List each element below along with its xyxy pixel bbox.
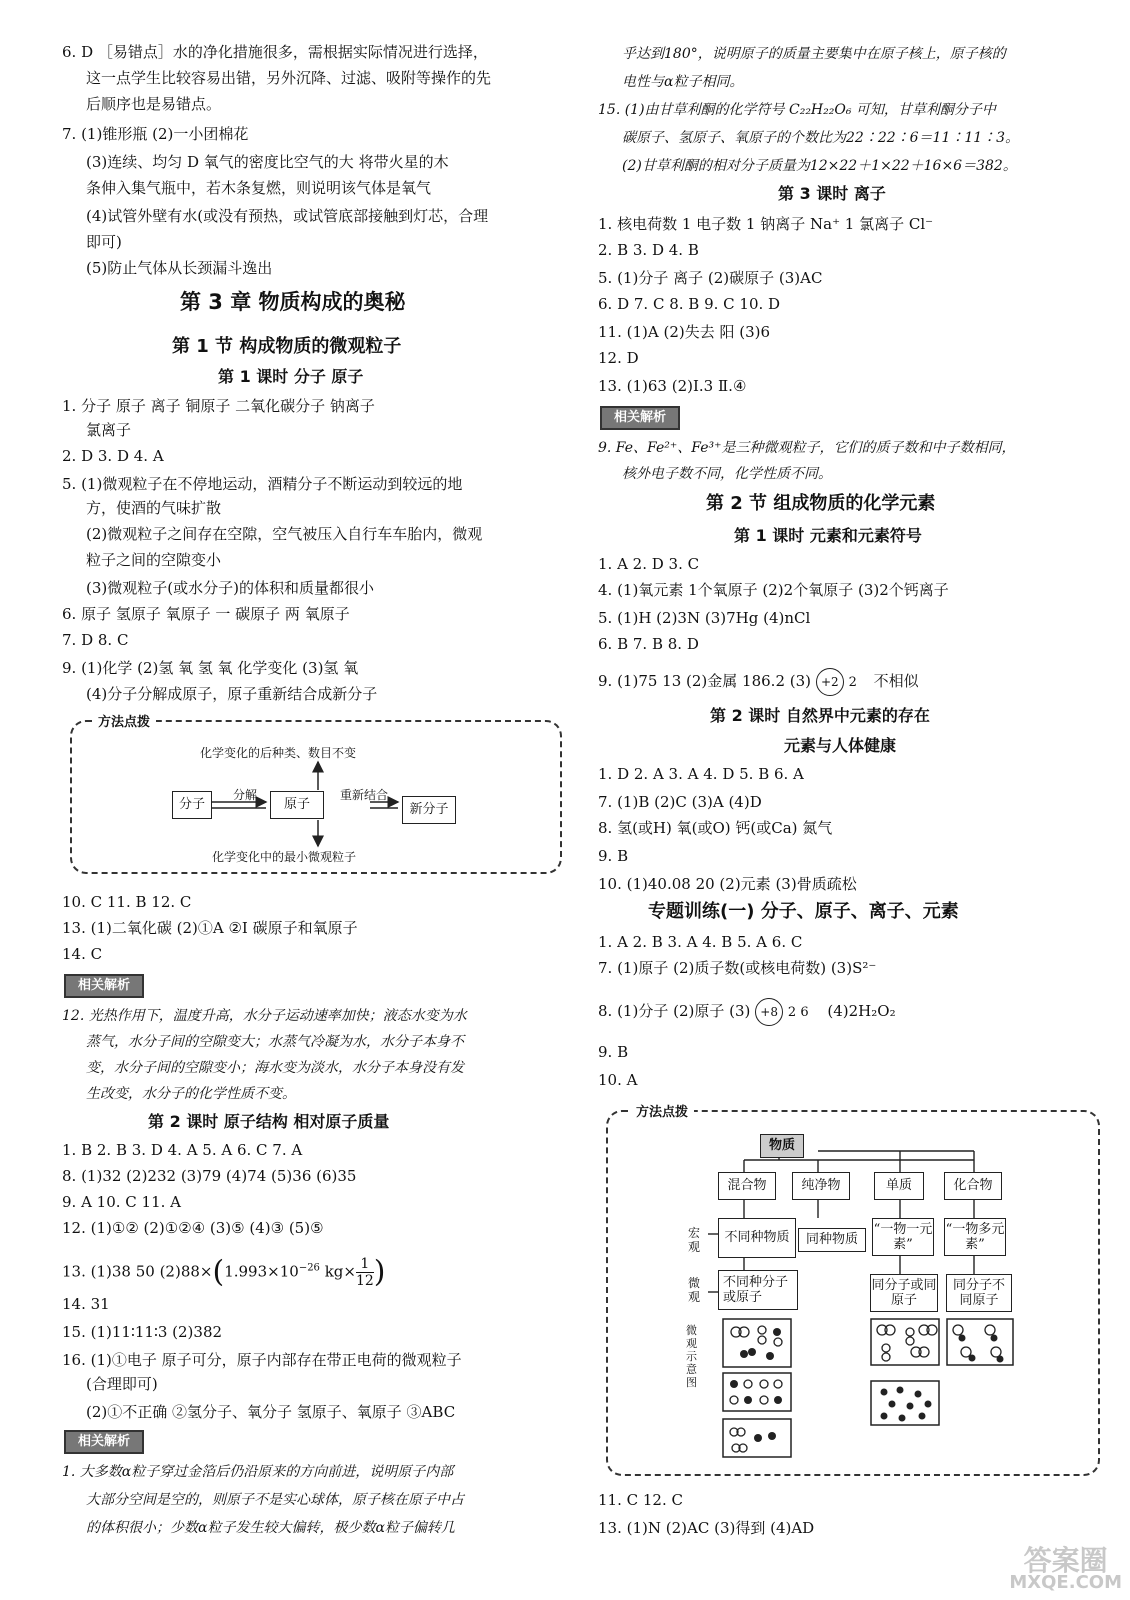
sp-q13: 13. (1)N (2)AC (3)得到 (4)AD xyxy=(598,1519,815,1537)
s2l1-q4: 4. (1)氧元素 1个氧原子 (2)2个氧原子 (3)2个钙离子 xyxy=(598,581,949,599)
atom-shell-he: 2 xyxy=(848,675,857,690)
explain-12-line2: 蒸气，水分子间的空隙变大；水蒸气冷凝为水，水分子本身不 xyxy=(86,1034,464,1050)
l3-q11: 11. (1)A (2)失去 阳 (3)6 xyxy=(598,323,771,341)
answer-q6-line3: 后顺序也是易错点。 xyxy=(86,95,222,113)
s2l1-q9 xyxy=(598,668,919,696)
explain-12-line3: 变，水分子间的空隙变小；海水变为淡水，水分子本身没有发 xyxy=(86,1060,464,1076)
flow-top-note: 化学变化的后种类、数目不变 xyxy=(200,746,357,760)
section-title-2: 第 2 节 组成物质的化学元素 xyxy=(706,493,936,514)
l2-q1: 1. B 2. B 3. D 4. A 5. A 6. C 7. A xyxy=(62,1141,303,1159)
l1-q5-line4: 粒子之间的空隙变小 xyxy=(86,551,222,569)
atom-nucleus-o: +8 xyxy=(755,998,783,1026)
section-title: 第 1 节 构成物质的微观粒子 xyxy=(172,336,402,357)
tree-pure: 纯净物 xyxy=(792,1172,850,1200)
l3-q1: 1. 核电荷数 1 电子数 1 钠离子 Na⁺ 1 氯离子 Cl⁻ xyxy=(598,215,934,233)
sp-q8-suffix: (4)2H₂O₂ xyxy=(827,1002,896,1020)
l2-q9: 9. A 10. C 11. A xyxy=(62,1193,182,1211)
watermark-title: 答案圈 xyxy=(1023,1544,1108,1577)
flow-arrow-decompose: 分解 xyxy=(233,788,258,802)
l1-q14: 14. C xyxy=(62,945,103,963)
l2-q13-mass: 1.993×10 xyxy=(224,1262,299,1281)
sp-q1: 1. A 2. B 3. A 4. B 5. A 6. C xyxy=(598,933,803,951)
lesson-title: 第 1 课时 分子 原子 xyxy=(218,367,364,386)
sp-q8-prefix: 8. (1)分子 (2)原子 (3) xyxy=(598,1002,751,1020)
analysis-tag-2: 相关解析 xyxy=(64,1430,144,1454)
sketch-mix-2 xyxy=(722,1372,792,1412)
fraction xyxy=(356,1256,374,1289)
method-label: 方法点拨 xyxy=(92,711,156,730)
label-macro: 宏观 xyxy=(688,1226,701,1254)
tree-comp-micro: 同分子不同原子 xyxy=(946,1274,1012,1312)
answer-q6: 6. D ［易错点］水的净化措施很多，需根据实际情况进行选择， xyxy=(62,43,488,61)
s2l2-q8: 8. 氢(或H) 氧(或O) 钙(或Ca) 氮气 xyxy=(598,819,833,837)
sketch-comp-1 xyxy=(946,1318,1014,1366)
answer-q6-line2: 这一点学生比较容易出错，另外沉降、过滤、吸附等操作的先 xyxy=(86,69,492,87)
s2l1-q9-prefix: 9. (1)75 13 (2)金属 186.2 (3) xyxy=(598,672,812,690)
flow-arrow-recombine: 重新结合 xyxy=(340,788,389,802)
lesson-title-s2l2: 第 2 课时 自然界中元素的存在 xyxy=(710,706,930,725)
lesson-title-s2l1: 第 1 课时 元素和元素符号 xyxy=(734,526,922,545)
l2-q13 xyxy=(62,1256,386,1289)
atom-shells-o: 2 6 xyxy=(787,1005,809,1020)
l1-q5-line2: 方，使酒的气味扩散 xyxy=(86,499,222,517)
flow-node-molecule: 分子 xyxy=(172,791,212,819)
tree-comp-macro: “一物多元素” xyxy=(944,1218,1006,1256)
explain-9-line2: 核外电子数不同，化学性质不同。 xyxy=(622,466,832,482)
lesson-title-2: 第 2 课时 原子结构 相对原子质量 xyxy=(148,1112,390,1131)
explain-15: 15. (1)由甘草利酮的化学符号 C₂₂H₂₂O₆ 可知，甘草利酮分子中 xyxy=(598,102,996,118)
s2l1-q1: 1. A 2. D 3. C xyxy=(598,555,700,573)
watermark xyxy=(1009,1544,1122,1594)
explain-12-line4: 生改变，水分子的化学性质不变。 xyxy=(86,1086,296,1102)
sketch-mix-3 xyxy=(722,1418,792,1458)
analysis-tag-3: 相关解析 xyxy=(600,406,680,430)
l1-q6: 6. 原子 氢原子 氧原子 一 碳原子 两 氧原子 xyxy=(62,605,350,623)
explain-15-line3: (2)甘草利酮的相对分子质量为12×22＋1×22＋16×6＝382。 xyxy=(622,158,1017,174)
fraction-denominator: 12 xyxy=(355,1273,374,1289)
lesson-title-3: 第 3 课时 离子 xyxy=(778,184,886,203)
tree-pure-macro: 同种物质 xyxy=(798,1228,866,1252)
l3-q13: 13. (1)63 (2)Ⅰ.3 Ⅱ.④ xyxy=(598,377,747,395)
l2-q16: 16. (1)①电子 原子可分，原子内部存在带正电荷的微观粒子 xyxy=(62,1351,462,1369)
l1-q13: 13. (1)二氧化碳 (2)①A ②Ⅰ 碳原子和氧原子 xyxy=(62,919,358,937)
l1-q9-line2: (4)分子分解成原子，原子重新结合成新分子 xyxy=(86,685,378,703)
l3-q2: 2. B 3. D 4. B xyxy=(598,241,699,259)
s2l2-q1: 1. D 2. A 3. A 4. D 5. B 6. A xyxy=(598,765,804,783)
sp-q7: 7. (1)原子 (2)质子数(或核电荷数) (3)S²⁻ xyxy=(598,959,877,977)
answer-q7: 7. (1)锥形瓶 (2)一小团棉花 xyxy=(62,125,249,143)
l2-q13-unit: kg× xyxy=(319,1262,356,1281)
paren-close: ) xyxy=(373,1254,386,1290)
l1-q2: 2. D 3. D 4. A xyxy=(62,447,164,465)
explain-1-line5: 电性与α粒子相同。 xyxy=(622,74,744,90)
lesson-title-s2l2-line2: 元素与人体健康 xyxy=(784,736,897,755)
answer-q7-line3: 条伸入集气瓶中，若木条复燃，则说明该气体是氧气 xyxy=(86,179,432,197)
sketch-elem-2 xyxy=(870,1380,940,1426)
sp-q10: 10. A xyxy=(598,1071,638,1089)
flow-bottom-note: 化学变化中的最小微观粒子 xyxy=(212,850,357,864)
chapter-title: 第 3 章 物质构成的奥秘 xyxy=(180,290,406,314)
s2l2-q9: 9. B xyxy=(598,847,629,865)
flow-node-atom: 原子 xyxy=(270,791,324,819)
l2-q13-prefix: 13. (1)38 50 (2)88× xyxy=(62,1262,213,1281)
label-micro: 微观 xyxy=(688,1276,701,1304)
explain-9: 9. Fe、Fe²⁺、Fe³⁺是三种微观粒子，它们的质子数和中子数相同， xyxy=(598,440,1016,456)
atom-nucleus-he: +2 xyxy=(816,668,844,696)
tree-mix-macro: 不同种物质 xyxy=(718,1218,796,1258)
l1-q9: 9. (1)化学 (2)氢 氧 氢 氧 化学变化 (3)氢 氧 xyxy=(62,659,359,677)
tree-elem-micro: 同分子或同原子 xyxy=(870,1274,938,1312)
explain-1-line2: 大部分空间是空的，则原子不是实心球体，原子核在原子中占 xyxy=(86,1492,464,1508)
l1-q10: 10. C 11. B 12. C xyxy=(62,893,192,911)
s2l2-q7: 7. (1)B (2)C (3)A (4)D xyxy=(598,793,762,811)
l2-q14: 14. 31 xyxy=(62,1295,110,1313)
explain-1-line3: 的体积很小；少数α粒子发生较大偏转，极少数α粒子偏转几 xyxy=(86,1520,455,1536)
l2-q13-exponent: −26 xyxy=(298,1262,320,1274)
explain-1-line4: 乎达到180°，说明原子的质量主要集中在原子核上，原子核的 xyxy=(622,46,1006,62)
s2l1-q5: 5. (1)H (2)3N (3)7Hg (4)nCl xyxy=(598,609,811,627)
l1-q7: 7. D 8. C xyxy=(62,631,129,649)
tree-lines xyxy=(606,1110,1098,1474)
tree-compound: 化合物 xyxy=(944,1172,1002,1200)
fraction-numerator: 1 xyxy=(356,1256,374,1273)
l3-q5: 5. (1)分子 离子 (2)碳原子 (3)AC xyxy=(598,269,823,287)
l1-q5-line5: (3)微观粒子(或水分子)的体积和质量都很小 xyxy=(86,579,374,597)
l1-q5-line3: (2)微观粒子之间存在空隙，空气被压入自行车车胎内，微观 xyxy=(86,525,483,543)
analysis-tag: 相关解析 xyxy=(64,974,144,998)
explain-1: 1. 大多数α粒子穿过金箔后仍沿原来的方向前进，说明原子内部 xyxy=(62,1464,454,1480)
sp-q11: 11. C 12. C xyxy=(598,1491,683,1509)
l2-q16-line3: (2)①不正确 ②氢分子、氧分子 氢原子、氧原子 ③ABC xyxy=(86,1403,456,1421)
tree-mixture: 混合物 xyxy=(718,1172,776,1200)
answer-q7-line2: (3)连续、均匀 D 氧气的密度比空气的大 将带火星的木 xyxy=(86,153,449,171)
l1-q1: 1. 分子 原子 离子 铜原子 二氧化碳分子 钠离子 xyxy=(62,397,375,415)
l2-q16-line2: (合理即可) xyxy=(86,1375,158,1393)
s2l2-q10: 10. (1)40.08 20 (2)元素 (3)骨质疏松 xyxy=(598,875,857,893)
l3-q12: 12. D xyxy=(598,349,639,367)
tree-elem-macro: “一物一元素” xyxy=(872,1218,934,1256)
watermark-url: MXQE.COM xyxy=(1009,1572,1122,1593)
l2-q12: 12. (1)①② (2)①②④ (3)⑤ (4)③ (5)⑤ xyxy=(62,1219,324,1237)
label-sketch: 微观示意图 xyxy=(686,1324,697,1389)
tree-mix-micro: 不同种分子或原子 xyxy=(718,1270,798,1310)
special-title: 专题训练(一) 分子、原子、离子、元素 xyxy=(648,901,959,922)
s2l1-q9-suffix: 不相似 xyxy=(873,672,919,690)
tree-root: 物质 xyxy=(760,1134,804,1158)
tree-element: 单质 xyxy=(874,1172,924,1200)
answer-q7-line5: 即可) xyxy=(86,233,122,251)
flow-node-new-molecule: 新分子 xyxy=(402,796,456,824)
answer-q7-line6: (5)防止气体从长颈漏斗逸出 xyxy=(86,259,273,277)
method-label-right: 方法点拨 xyxy=(630,1101,694,1120)
explain-12: 12. 光热作用下，温度升高，水分子运动速率加快；液态水变为水 xyxy=(62,1008,467,1024)
sp-q8 xyxy=(598,998,896,1026)
l1-q1-line2: 氯离子 xyxy=(86,421,132,439)
sketch-elem-1 xyxy=(870,1318,940,1366)
sp-q9: 9. B xyxy=(598,1043,629,1061)
l2-q15: 15. (1)11∶11∶3 (2)382 xyxy=(62,1323,223,1341)
explain-15-line2: 碳原子、氢原子、氧原子的个数比为22∶22∶6＝11∶11∶3。 xyxy=(622,130,1020,146)
answer-q7-line4: (4)试管外壁有水(或没有预热，或试管底部接触到灯芯，合理 xyxy=(86,207,489,225)
s2l1-q6: 6. B 7. B 8. D xyxy=(598,635,699,653)
paren-open: ( xyxy=(212,1254,225,1290)
sketch-mix-1 xyxy=(722,1318,792,1368)
l2-q8: 8. (1)32 (2)232 (3)79 (4)74 (5)36 (6)35 xyxy=(62,1167,357,1185)
l1-q5: 5. (1)微观粒子在不停地运动，酒精分子不断运动到较远的地 xyxy=(62,475,463,493)
l3-q6: 6. D 7. C 8. B 9. C 10. D xyxy=(598,295,781,313)
